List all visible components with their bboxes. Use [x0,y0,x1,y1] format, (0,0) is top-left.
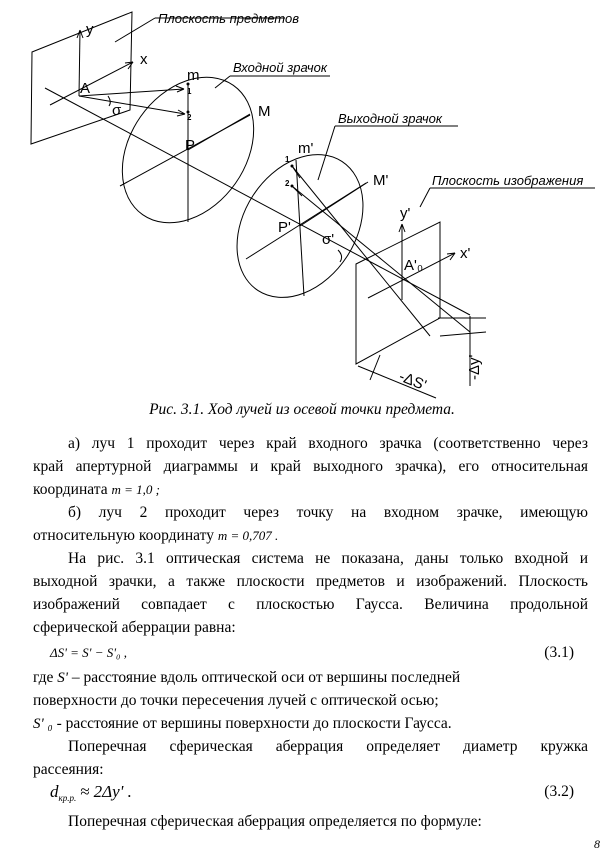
ray-diagram-figure [0,0,604,400]
A0-prime-label: A'₀ [404,257,424,274]
ray-2 [79,96,185,114]
paragraph-e-line-1: S' ₀ - расстояние от вершины поверхности до плоскости Гаусса. [33,715,452,732]
object-plane-label: Плоскость предметов [158,11,299,26]
sigma-label: σ [112,102,122,119]
delta-y-label: -Δy' [466,354,483,380]
paragraph-f-line-2: рассеяния: [33,761,104,778]
paragraph-a-line-2: край апертурной диаграммы и край выходного зрачка), его относительная [33,458,588,475]
ray-1-marker: 1 [187,87,192,96]
paragraph-a-line-3: координата m = 1,0 ; [33,481,160,498]
x-prime-label: x' [460,245,471,262]
image-plane [356,222,440,364]
equation-3-1: ΔS' = S' − S'₀ , [50,645,128,660]
paragraph-f-line-1: Поперечная сферическая аберрация определяет диаметр кружка [68,738,588,755]
ray-2-prime-marker: 2 [285,179,290,188]
equation-3-2-number: (3.2) [544,783,574,800]
P-prime-label: P' [278,219,291,236]
page-number: 8 [594,837,600,851]
equation-3-1-number: (3.1) [544,644,574,661]
paragraph-d-line-1: где S' – расстояние вдоль оптической оси от вершины последней [33,669,461,686]
y-prime-label: y' [400,205,411,222]
ray-1-prime-marker: 1 [285,155,290,164]
A-label: A [80,80,91,97]
M-prime-label: M' [373,172,389,189]
paragraph-c-line-2: выходной зрачки, а также плоскости предметов и изображений. Плоскость [33,573,588,590]
ray-1-image [292,166,430,336]
paragraph-c-line-1: На рис. 3.1 оптическая система не показана, даны только входной и [68,550,588,567]
exit-pupil-label: Выходной зрачок [338,111,442,126]
ray-2-marker: 2 [187,113,192,122]
delta-s-label: -ΔS' [396,367,429,395]
ray-1 [79,89,184,96]
paragraph-b-line-1: б) луч 2 проходит через точку на входном зрачке, имеющую [68,504,588,521]
x-label: x [140,51,148,68]
paragraph-c-line-3: изображений совпадает с плоскостью Гаусса. Величина продольной [33,596,588,613]
sigma-prime-label: σ' [322,231,335,248]
entrance-pupil-label: Входной зрачок [233,60,327,75]
paragraph-d-line-2: поверхности до точки пересечения лучей с оптической осью; [33,692,439,709]
paragraph-a-line-1: а) луч 1 проходит через край входного зрачка (соответственно через [68,435,588,452]
m-prime-label: m' [298,140,314,157]
M-arrow [188,114,250,150]
sigma-prime-arc [338,250,342,262]
M-label: M [258,103,271,120]
y-label: y [86,21,94,38]
object-plane [31,12,132,144]
m-label: m [187,67,200,84]
paragraph-g-line-1: Поперечная сферическая аберрация определяется по формуле: [68,813,482,830]
figure-caption: Рис. 3.1. Ход лучей из осевой точки предмета. [149,401,455,418]
P-label: P [185,137,196,154]
paragraph-c-line-4: сферической аберрации равна: [33,619,236,636]
paragraph-b-line-2: относительную координату m = 0,707 . [33,527,279,544]
equation-3-2: $d_{кр.р.} \approx 2\Delta y'$ . [50,782,132,804]
image-plane-label: Плоскость изображения [432,173,584,188]
